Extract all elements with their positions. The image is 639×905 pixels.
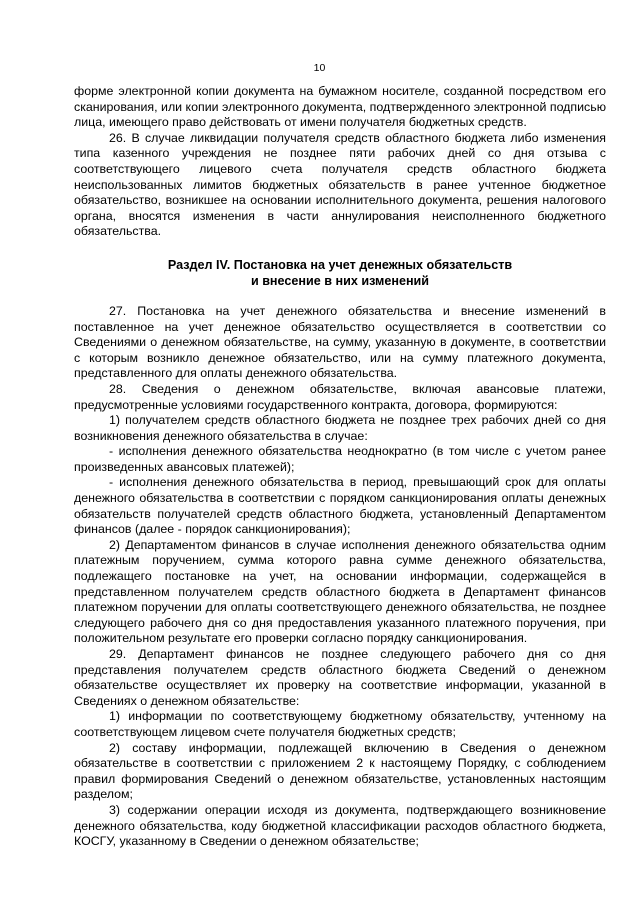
paragraph: - исполнения денежного обязательства неоднократно (в том числе с учетом ранее произведенных авансовых платежей);	[74, 444, 606, 474]
paragraph: 2) составу информации, подлежащей включению в Сведения о денежном обязательстве в соответствии с приложением 2 к настоящему Порядку, с соблюдением правил формирования Сведений о денежном обязательстве, установленных настоящим разделом;	[74, 740, 606, 802]
paragraph: - исполнения денежного обязательства в период, превышающий срок для оплаты денежного обязательства в соответствии с порядком санкционирования оплаты денежных обязательств получателей средств областного бюджета, установленный Департаментом финансов (далее - порядок санкционирования);	[74, 475, 606, 537]
paragraph: 26. В случае ликвидации получателя средств областного бюджета либо изменения типа казенного учреждения не позднее пяти рабочих дней со дня отзыва с соответствующего лицевого счета получателя средств областного бюджета неиспользованных лимитов бюджетных обязательств в ранее учтенное бюджетное обязательство, возникшее на основании исполнительного документа, решения налогового органа, вносятся изменения в части аннулирования неисполненного бюджетного обязательства.	[74, 130, 606, 239]
section-heading	[74, 257, 606, 289]
document-body	[74, 84, 606, 850]
paragraph: форме электронной копии документа на бумажном носителе, созданной посредством его сканирования, или копии электронного документа, подтвержденного электронной подписью лица, имеющего право действовать от имени получателя бюджетных средств.	[74, 84, 606, 130]
paragraph: 27. Постановка на учет денежного обязательства и внесение изменений в поставленное на учет денежное обязательство осуществляется в соответствии со Сведениями о денежном обязательстве, на сумму, указанную в документе, в соответствии с которым возникло денежное обязательство, или на сумму платежного документа, представленного для оплаты денежного обязательства.	[74, 303, 606, 381]
section-heading-line: Раздел IV. Постановка на учет денежных обязательств	[167, 257, 513, 272]
paragraphs-before-section	[74, 84, 606, 240]
paragraph: 2) Департаментом финансов в случае исполнения денежного обязательства одним платежным поручением, сумма которого равна сумме денежного обязательства, подлежащего постановке на учет, на основании информации, содержащейся в представленном получателем средств областного бюджета в Департамент финансов платежном поручении для оплаты соответствующего денежного обязательства, не позднее следующего рабочего дня со дня предоставления указанного платежного поручения, при положительном результате его проверки согласно порядку санкционирования.	[74, 537, 606, 646]
section-heading-line: и внесение в них изменений	[250, 273, 430, 288]
paragraph: 28. Сведения о денежном обязательстве, включая авансовые платежи, предусмотренные условиями государственного контракта, договора, формируются:	[74, 381, 606, 412]
paragraph: 1) информации по соответствующему бюджетному обязательству, учтенному на соответствующем лицевом счете получателя бюджетных средств;	[74, 709, 606, 739]
page-number: 10	[313, 62, 326, 74]
paragraph: 29. Департамент финансов не позднее следующего рабочего дня со дня представления получателем средств областного бюджета Сведений о денежном обязательстве осуществляет их проверку на соответствие информации, указанной в Сведениях о денежном обязательстве:	[74, 647, 606, 708]
paragraph: 3) содержании операции исходя из документа, подтверждающего возникновение денежного обязательства, коду бюджетной классификации расходов областного бюджета, КОСГУ, указанному в Сведении о денежном обязательстве;	[74, 802, 606, 849]
paragraph: 1) получателем средств областного бюджета не позднее трех рабочих дней со дня возникновения денежного обязательства в случае:	[74, 413, 606, 443]
paragraphs-after-section	[74, 304, 606, 850]
